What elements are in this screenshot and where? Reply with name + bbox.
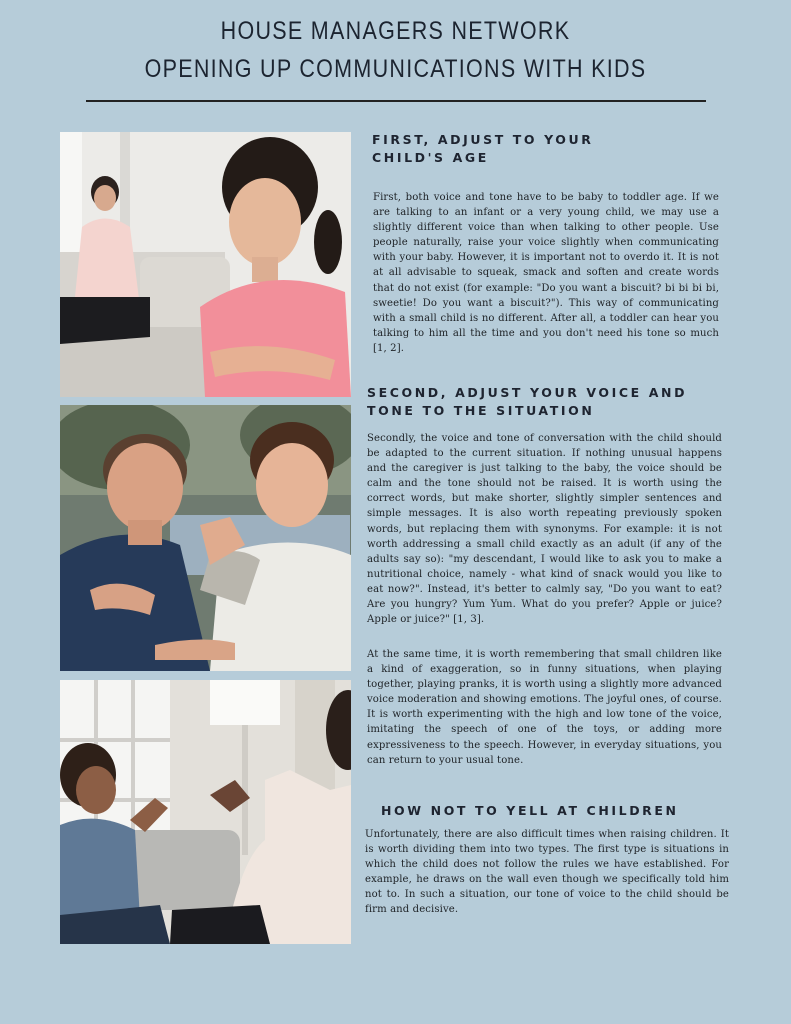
section-text-not-yell: Unfortunately, there are also difficult times when raising children. It is worth dividing them into two types. The first type is situations in which the child does not follow the rules we have established. For example, he draws on the wall even though we specifically told him not to. In such a situation, our tone of voice to the child should be firm and decisive. xyxy=(365,829,729,916)
section-text-child-age: First, both voice and tone have to be baby to toddler age. If we are talking to an infant or a very young child, we may use a slightly different voice than when talking to other people. Use people naturally, raise your voice slightly when communicating with your baby. However, it is important not to overdo it. It is not at all advisable to squeak, smack and soften and create words that do not exist (for example: "Do you want a biscuit? bi bi bi bi, sweetie! Do you want a biscuit?"). This way of communicating with a small child is no different. After all, a toddler can hear you talking to him all the time and you don't need his tone so much [1, 2]. xyxy=(373,192,719,354)
section-text-voice-tone-2: At the same time, it is worth remembering that small children like a kind of exaggeration, so in funny situations, when playing together, playing pranks, it is worth using a slightly more advanced voice moderation and showing emotions. The joyful ones, of course. It is worth experimenting with the high and low tone of the voice, imitating the speech of one of the toys, or adding more expressiveness to the speech. However, in everyday situations, you can return to your usual tone. xyxy=(367,649,722,766)
photo-woman-and-angry-girl xyxy=(60,132,351,397)
article-title: OPENING UP COMMUNICATIONS WITH KIDS xyxy=(144,55,647,83)
title-divider xyxy=(86,100,706,102)
section-text-voice-tone: Secondly, the voice and tone of conversation with the child should be adapted to the current situation. If nothing unusual happens and the caregiver is just talking to the baby, the voice should be calm and the tone should not be raised. It is worth using the correct words, but make shorter, slightly simpler sentences and simple messages. It is also worth repeating previously spoken words, but replacing them with synonyms. For example: it is not worth addressing a small child exactly as an adult (if any of the adults say so): "my descendant, I would like to ask you to make a nutritional choice, namely - what kind of snack would you like to eat now?". Instead, it's better to calmly say, "Do you want to eat? Are you hungry? Yum Yum. What do you prefer? Apple or juice? Apple or juice?" [1, 3]. xyxy=(367,433,722,626)
photo-father-and-son-talking xyxy=(60,405,351,671)
photo-mother-and-child-arguing xyxy=(60,680,351,944)
section-heading-child-age: FIRST, ADJUST TO YOUR CHILD'S AGE xyxy=(372,132,594,165)
section-heading-not-yell: HOW NOT TO YELL AT CHILDREN xyxy=(381,803,679,818)
page-header xyxy=(0,12,791,88)
network-title: HOUSE MANAGERS NETWORK xyxy=(220,17,571,45)
section-heading-voice-tone: SECOND, ADJUST YOUR VOICE AND TONE TO THE SITUATION xyxy=(367,385,688,418)
